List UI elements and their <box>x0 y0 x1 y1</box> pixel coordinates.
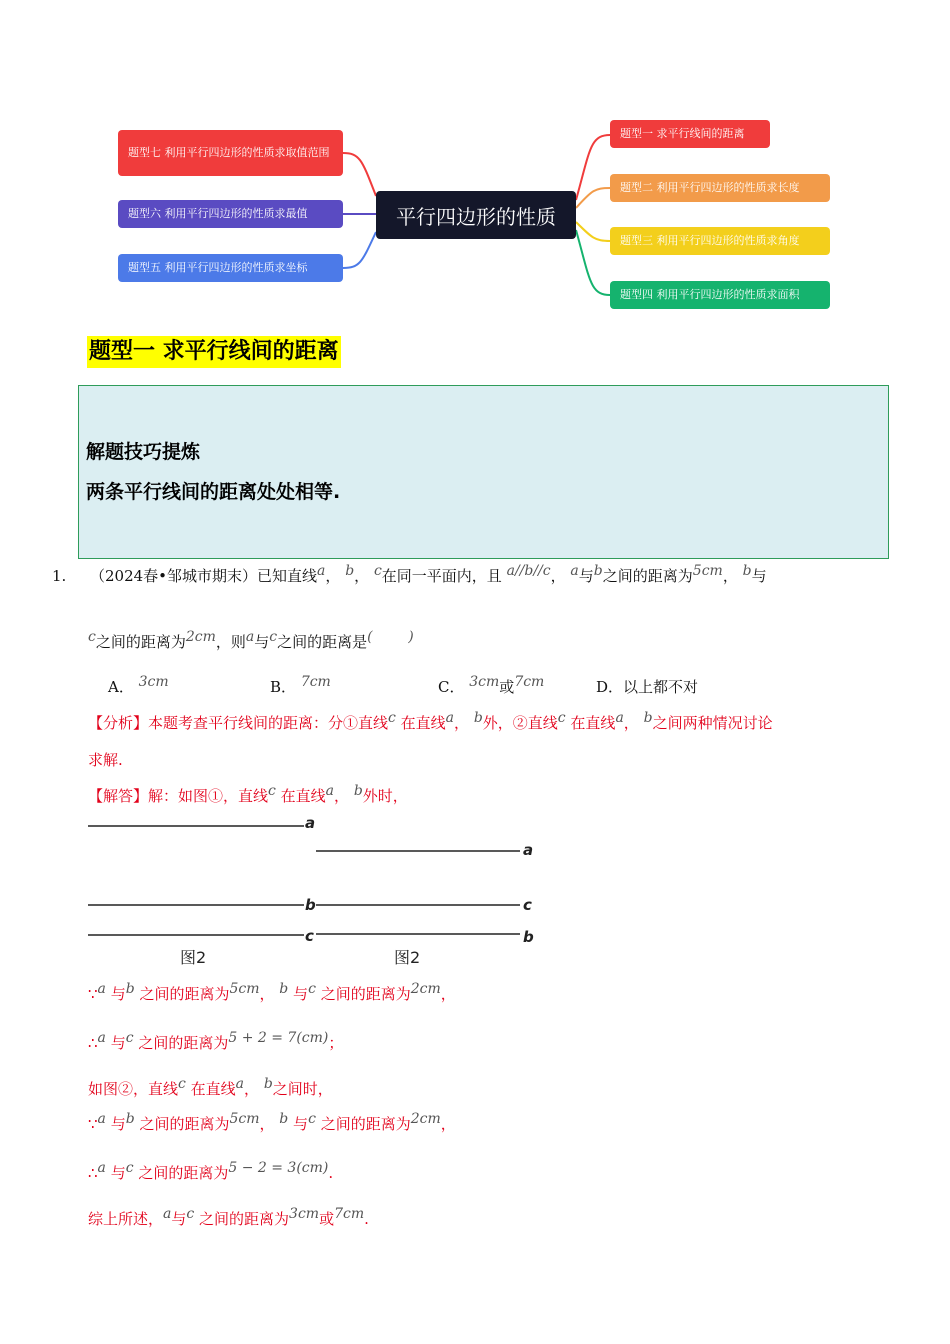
therefore-symbol: ∴ <box>88 1034 98 1052</box>
var-c: c <box>269 629 278 645</box>
var-b: b <box>125 981 135 997</box>
a-text: 在直线 <box>400 714 446 732</box>
therefore-symbol: ∴ <box>88 1164 98 1182</box>
s-text: 之间的距离为 <box>138 1164 229 1182</box>
var-a: a <box>97 981 106 997</box>
option-key: D． <box>596 678 624 696</box>
q-text: ， <box>550 567 566 585</box>
option-value: 7cm <box>300 674 331 690</box>
s-text: 在直线 <box>190 1080 236 1098</box>
var-b: b <box>643 710 653 726</box>
var-c: c <box>125 1030 134 1046</box>
s-text: 之间的距离为 <box>320 1115 411 1133</box>
option-value: 3cm <box>469 674 500 690</box>
option-key: A． <box>108 678 134 696</box>
a-text: 之间两种情况讨论 <box>652 714 773 732</box>
var-a: a <box>245 629 255 645</box>
s-text: 与 <box>110 1115 126 1133</box>
question-line1 <box>90 563 767 587</box>
var-b: b <box>742 563 752 579</box>
semicolon: ； <box>328 1034 344 1052</box>
comma: ， <box>244 1080 260 1098</box>
var-a: a <box>570 563 579 579</box>
solution-line3 <box>88 1076 333 1100</box>
var-c: c <box>388 710 396 726</box>
analysis-line1 <box>88 710 773 734</box>
option-or: 或 <box>499 678 515 696</box>
solution-line4 <box>88 1111 456 1135</box>
s-text: 与 <box>110 985 126 1003</box>
option-c[interactable] <box>438 674 545 698</box>
var-c: c <box>308 1111 316 1127</box>
mindmap-left-7: 题型七 利用平行四边形的性质求取值范围 <box>118 130 343 176</box>
a-text: 在直线 <box>570 714 616 732</box>
or-text: 或 <box>319 1210 335 1228</box>
var-c: c <box>557 710 566 726</box>
option-a[interactable] <box>108 674 169 698</box>
option-value: 3cm <box>138 674 169 690</box>
s-text: 如图②，直线 <box>88 1080 179 1098</box>
s-text: 之间的距离为 <box>139 1115 230 1133</box>
option-d[interactable] <box>596 677 698 697</box>
fig-label-b: b <box>523 928 534 946</box>
var-c: c <box>125 1160 134 1176</box>
var-c: c <box>308 981 316 997</box>
mindmap-left-5: 题型五 利用平行四边形的性质求坐标 <box>118 254 343 282</box>
s-text: 与 <box>293 985 309 1003</box>
tip-box <box>78 385 889 559</box>
var-a: a <box>235 1076 245 1092</box>
comma: ， <box>354 567 370 585</box>
var-a: a <box>325 783 335 799</box>
ans-text: 外时， <box>362 787 408 805</box>
solution-line5 <box>88 1160 334 1184</box>
var-a: a <box>163 1206 172 1222</box>
option-key: B． <box>270 678 297 696</box>
comma: ， <box>334 787 350 805</box>
s-text: 与 <box>171 1210 187 1228</box>
s-text: 之间时， <box>272 1080 333 1098</box>
var-c: c <box>373 563 382 579</box>
comma: ， <box>325 567 341 585</box>
var-a: a <box>615 710 624 726</box>
var-b: b <box>125 1111 135 1127</box>
answer-blank: ( ) <box>367 629 414 645</box>
distance-value: 5cm <box>229 1111 260 1127</box>
diff-expression: 5 − 2 = 3(cm) <box>228 1160 329 1176</box>
question-line2 <box>88 629 414 653</box>
distance-value: 3cm <box>289 1206 320 1222</box>
var-a: a <box>97 1030 106 1046</box>
q-text: 在同一平面内，且 <box>381 567 502 585</box>
conclusion-line <box>88 1206 369 1230</box>
option-value: 7cm <box>514 674 545 690</box>
figure-caption-left: 图2 <box>180 948 207 967</box>
mindmap-right-3: 题型三 利用平行四边形的性质求角度 <box>610 227 830 255</box>
comma: ， <box>259 985 275 1003</box>
comma: ， <box>259 1115 275 1133</box>
mindmap-right-4: 题型四 利用平行四边形的性质求面积 <box>610 281 830 309</box>
mindmap-left-6: 题型六 利用平行四边形的性质求最值 <box>118 200 343 228</box>
var-a: a <box>97 1111 106 1127</box>
fig-label-c: c <box>305 927 314 945</box>
comma: ， <box>440 985 456 1003</box>
var-a: a <box>317 563 326 579</box>
because-symbol: ∵ <box>88 1115 98 1133</box>
s-text: 综上所述， <box>88 1210 164 1228</box>
figure-caption-right: 图2 <box>394 948 421 967</box>
question-source: （2024春•邹城市期末）已知直线 <box>90 567 318 585</box>
var-c: c <box>178 1076 186 1092</box>
s-text: 之间的距离为 <box>320 985 411 1003</box>
option-value: 以上都不对 <box>623 678 699 696</box>
var-b: b <box>279 1111 289 1127</box>
solution-line2 <box>88 1030 344 1054</box>
q-text: ，则 <box>215 633 246 651</box>
period: . <box>328 1164 334 1182</box>
var-b: b <box>279 981 289 997</box>
var-c: c <box>88 629 96 645</box>
option-b[interactable] <box>270 674 331 698</box>
parallel-lines-figure <box>80 812 550 952</box>
comma: ， <box>623 714 639 732</box>
var-b: b <box>473 710 483 726</box>
var-b: b <box>353 783 363 799</box>
solution-line1 <box>88 981 456 1005</box>
s-text: 之间的距离为 <box>199 1210 290 1228</box>
mindmap-center: 平行四边形的性质 <box>376 191 576 239</box>
var-b: b <box>263 1076 273 1092</box>
tip-body: 两条平行线间的距离处处相等. <box>86 481 341 503</box>
a-text: 【分析】本题考查平行线间的距离：分①直线 <box>88 714 389 732</box>
fig-label-a: a <box>305 814 316 832</box>
option-key: C． <box>438 678 465 696</box>
parallel-expr: a//b//c <box>506 563 551 579</box>
section-title: 题型一 求平行线间的距离 <box>87 336 341 368</box>
var-b: b <box>345 563 355 579</box>
var-a: a <box>97 1160 106 1176</box>
a-text: 外，②直线 <box>482 714 558 732</box>
var-a: a <box>445 710 455 726</box>
distance-value: 7cm <box>334 1206 365 1222</box>
s-text: 之间的距离为 <box>139 985 230 1003</box>
distance-value: 2cm <box>410 1111 441 1127</box>
s-text: 与 <box>110 1164 126 1182</box>
fig-label-a: a <box>523 841 534 859</box>
var-b: b <box>593 563 603 579</box>
mindmap-right-1: 题型一 求平行线间的距离 <box>610 120 770 148</box>
q-text: 之间的距离为 <box>95 633 186 651</box>
q-text: ， <box>722 567 738 585</box>
question-number: 1. <box>52 567 67 585</box>
comma: ， <box>440 1115 456 1133</box>
distance-value: 5cm <box>229 981 260 997</box>
q-text: 与 <box>578 567 594 585</box>
q-text: 之间的距离为 <box>602 567 693 585</box>
s-text: 与 <box>293 1115 309 1133</box>
distance-value: 2cm <box>410 981 441 997</box>
comma: ， <box>454 714 470 732</box>
mindmap-right-2: 题型二 利用平行四边形的性质求长度 <box>610 174 830 202</box>
var-c: c <box>186 1206 195 1222</box>
sum-expression: 5 + 2 = 7(cm) <box>228 1030 329 1046</box>
s-text: 之间的距离为 <box>138 1034 229 1052</box>
q-text: 与 <box>751 567 767 585</box>
tip-heading: 解题技巧提炼 <box>86 441 201 463</box>
distance-value: 5cm <box>692 563 723 579</box>
fig-label-c: c <box>523 896 532 914</box>
s-text: 与 <box>110 1034 126 1052</box>
answer-line1 <box>88 783 408 807</box>
because-symbol: ∵ <box>88 985 98 1003</box>
ans-text: 【解答】解：如图①，直线 <box>88 787 269 805</box>
fig-label-b: b <box>305 896 316 914</box>
var-c: c <box>268 783 276 799</box>
q-text: 之间的距离是 <box>277 633 368 651</box>
analysis-line2: 求解. <box>88 751 123 769</box>
period: . <box>364 1210 369 1228</box>
q-text: 与 <box>254 633 270 651</box>
ans-text: 在直线 <box>280 787 326 805</box>
distance-value: 2cm <box>185 629 216 645</box>
